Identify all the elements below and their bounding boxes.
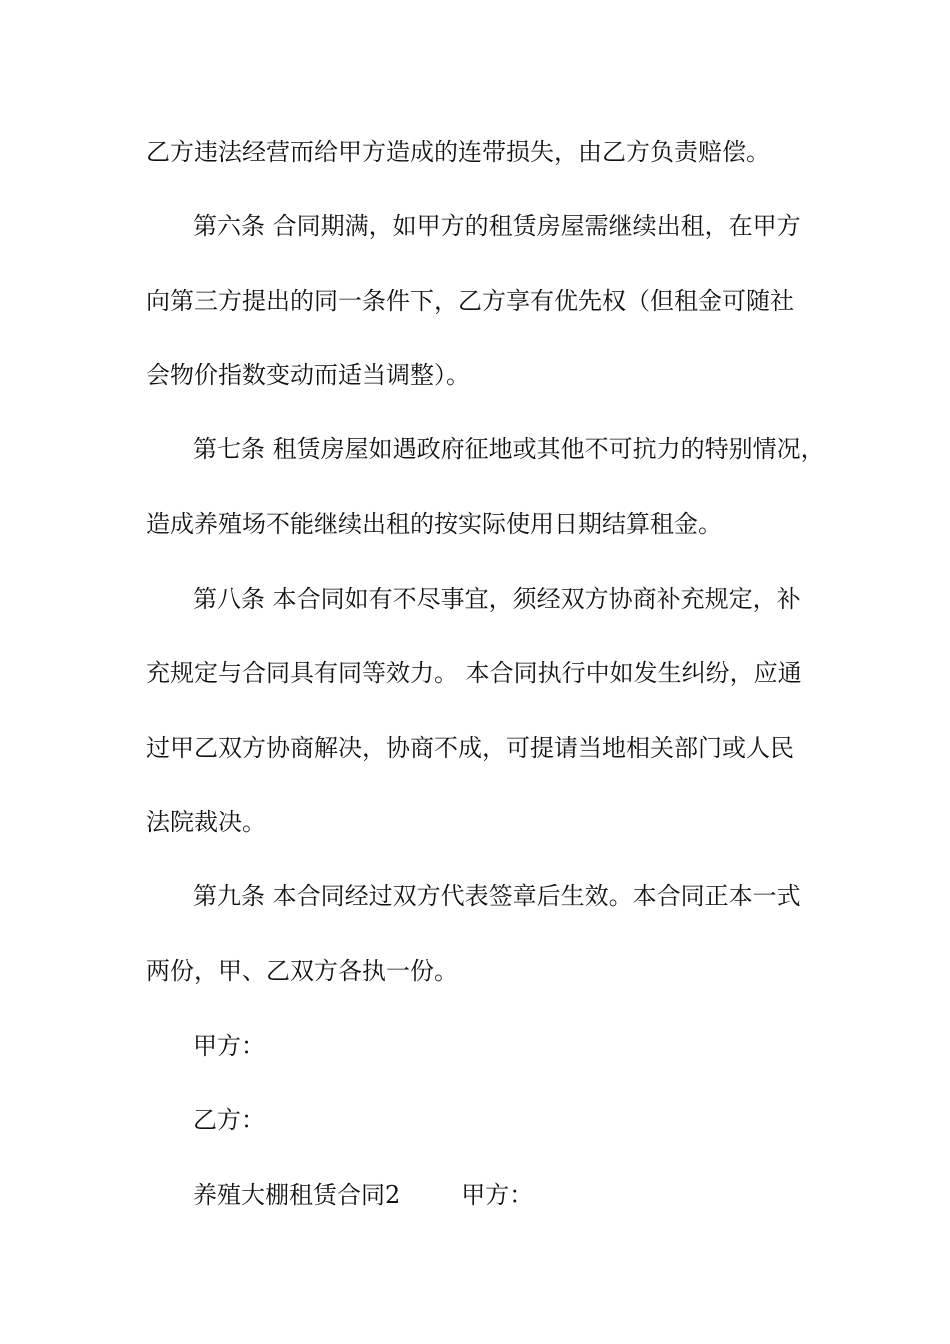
text-line: 充规定与合同具有同等效力。 本合同执行中如发生纠纷，应通 — [146, 659, 802, 687]
party-a-label: 甲方： — [193, 1032, 265, 1060]
text-line: 两份，甲、乙双方各执一份。 — [146, 957, 458, 985]
text-line: 会物价指数变动而适当调整）。 — [146, 361, 470, 389]
party-b-label: 乙方： — [193, 1106, 265, 1134]
text-line: 第六条 合同期满，如甲方的租赁房屋需继续出租，在甲方 — [193, 212, 801, 240]
text-line: 第七条 租赁房屋如遇政府征地或其他不可抗力的特别情况， — [193, 435, 825, 463]
text-line: 过甲乙双方协商解决，协商不成，可提请当地相关部门或人民 — [146, 734, 794, 762]
next-contract-heading: 养殖大棚租赁合同2 甲方： — [193, 1181, 534, 1209]
text-line: 向第三方提出的同一条件下，乙方享有优先权（但租金可随社 — [146, 287, 794, 315]
text-line: 乙方违法经营而给甲方造成的连带损失，由乙方负责赔偿。 — [146, 138, 770, 166]
text-line: 造成养殖场不能继续出租的按实际使用日期结算租金。 — [146, 510, 722, 538]
text-line: 第九条 本合同经过双方代表签章后生效。本合同正本一式 — [193, 882, 801, 910]
text-line: 法院裁决。 — [146, 808, 266, 836]
text-line: 第八条 本合同如有不尽事宜，须经双方协商补充规定，补 — [193, 585, 801, 613]
